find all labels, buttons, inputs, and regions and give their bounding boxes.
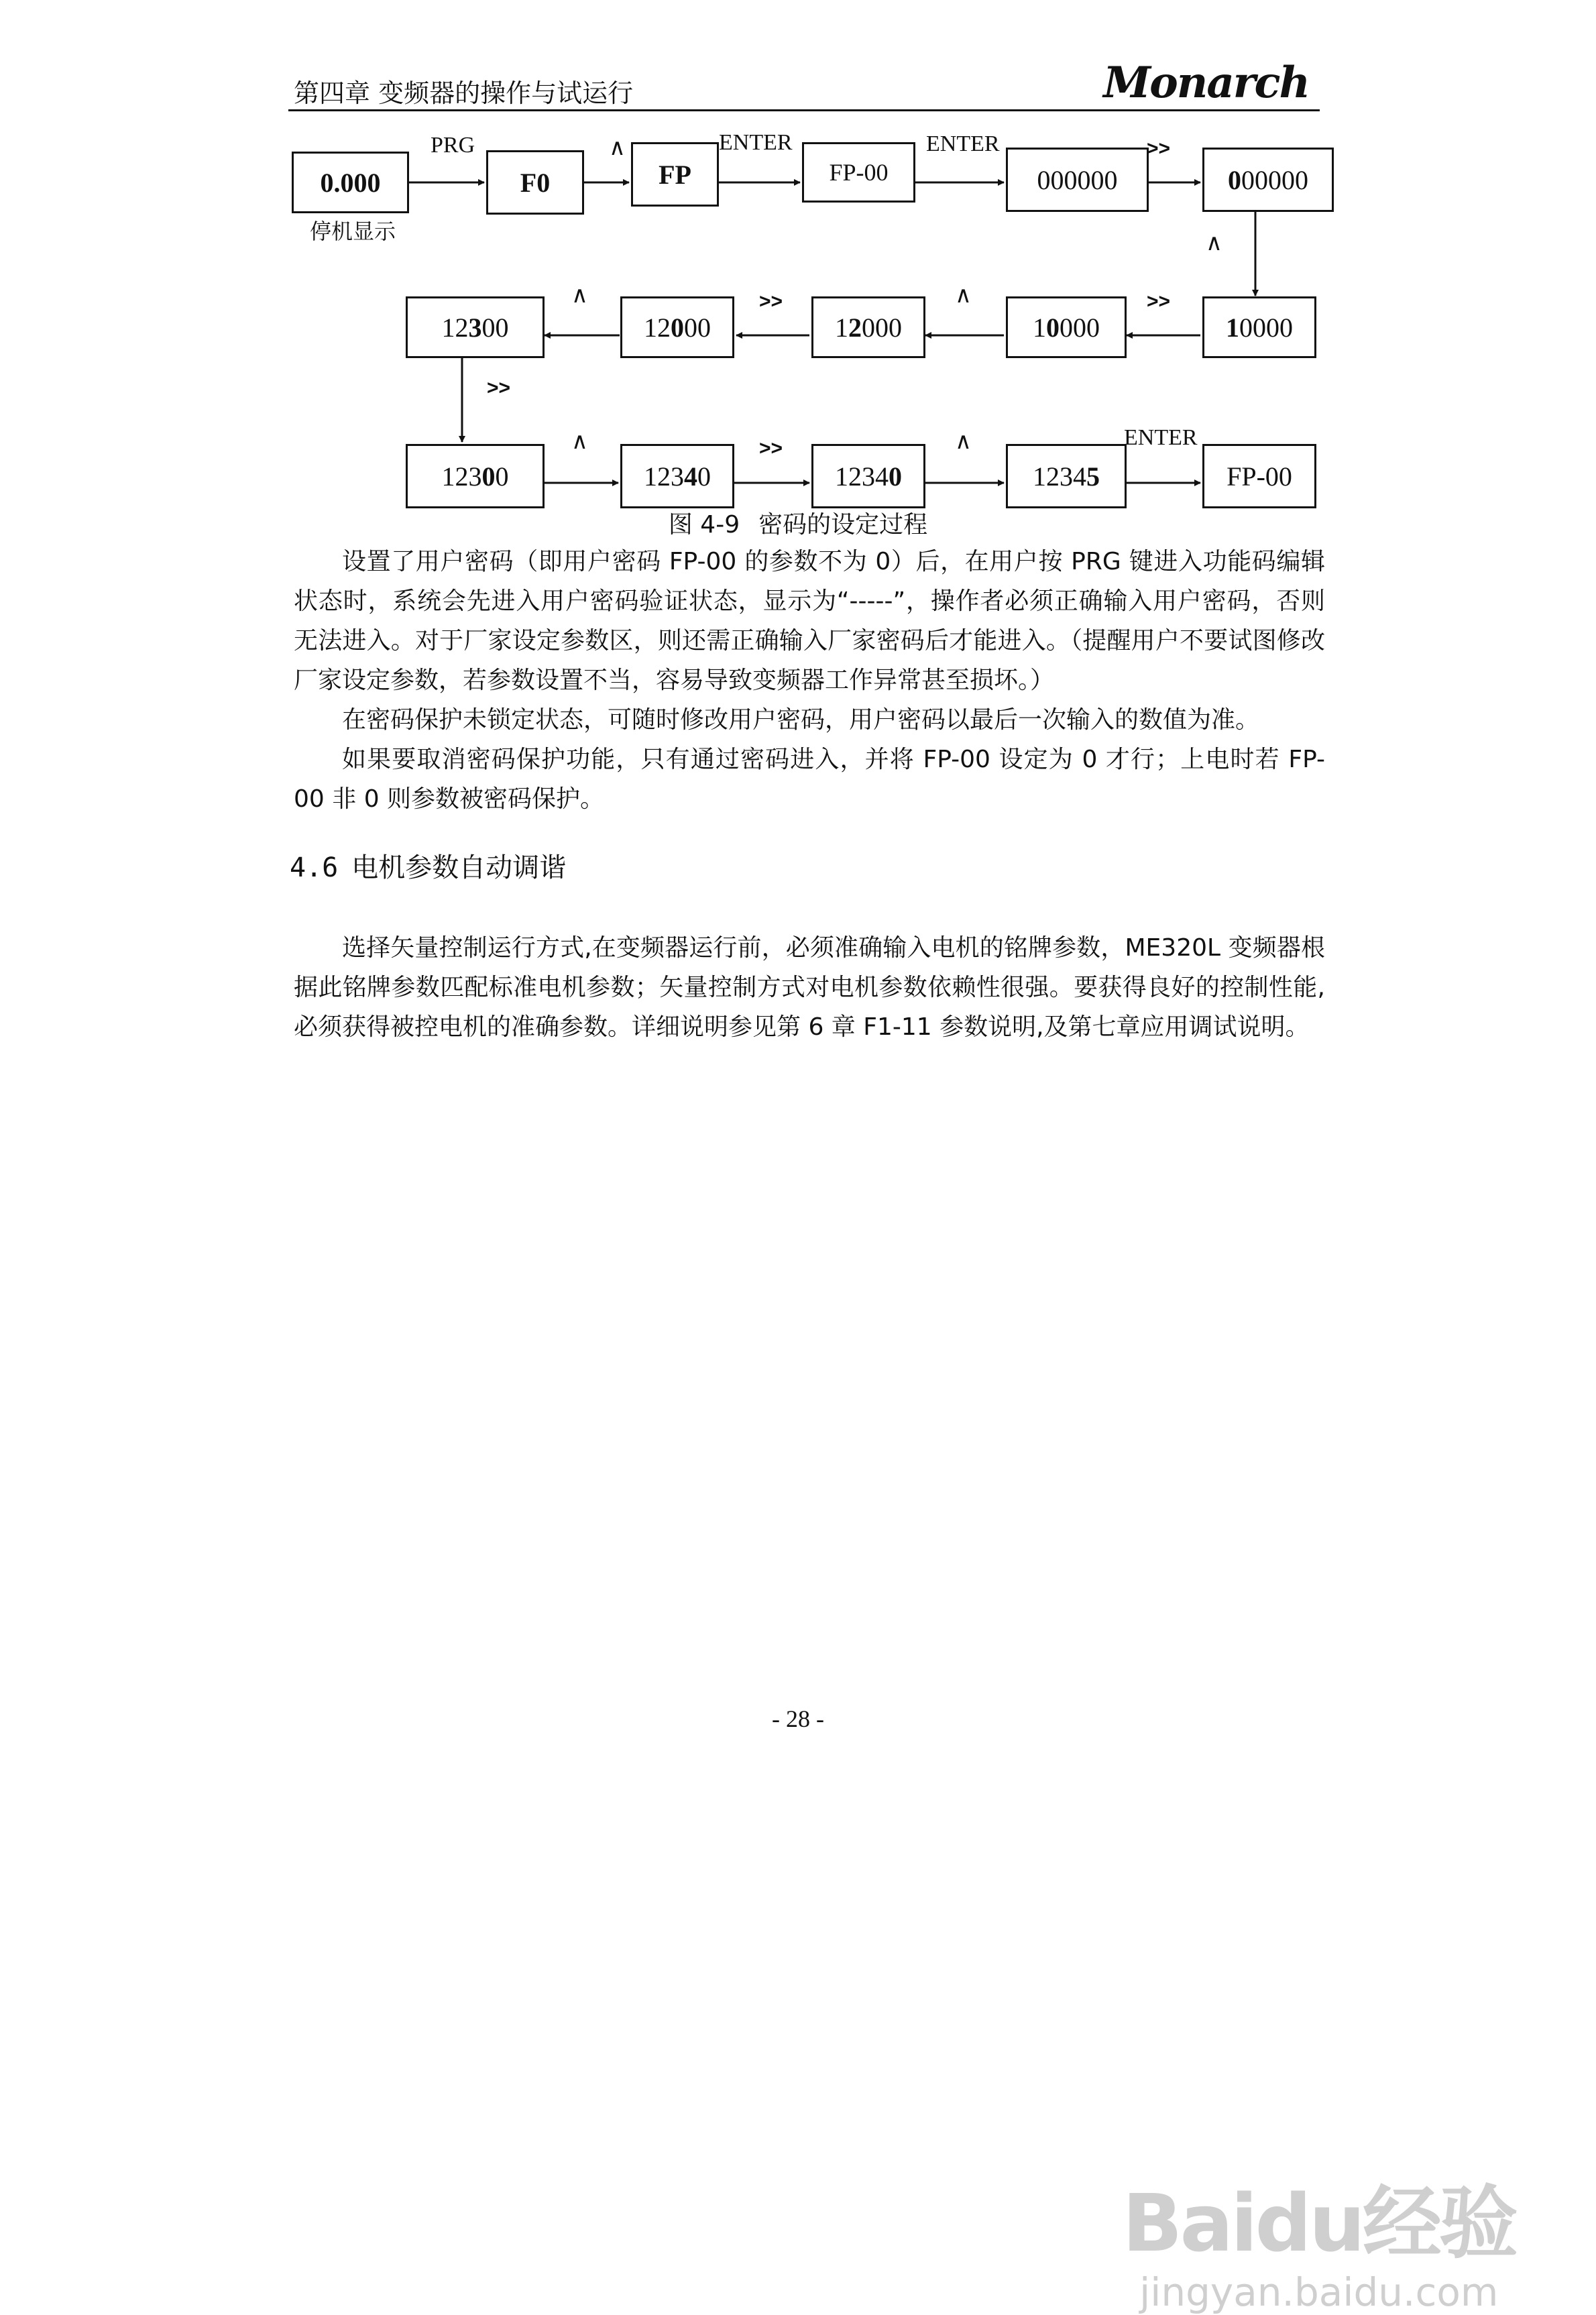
key-label-up: ∧ xyxy=(955,283,972,308)
digits-pre: 1234 xyxy=(1033,461,1086,492)
digits-post: 00 xyxy=(684,312,711,343)
cursor-digit: 5 xyxy=(1086,461,1100,492)
key-label-up: ∧ xyxy=(1206,231,1222,256)
key-label-shift: >> xyxy=(759,437,783,459)
digits-post: 00 xyxy=(481,312,509,343)
key-label-enter: ENTER xyxy=(926,131,1000,156)
figure-number: 图 4-9 xyxy=(668,511,740,539)
cursor-digit: 0 xyxy=(889,461,902,492)
cursor-digit: 2 xyxy=(848,312,862,343)
display-box-fp: FP xyxy=(631,142,719,207)
key-label-shift: >> xyxy=(1147,137,1171,160)
flow-arrows xyxy=(0,0,1596,537)
display-box-12000-a xyxy=(620,296,734,358)
figure-caption xyxy=(0,506,1596,540)
digits-pre: 1 xyxy=(835,312,848,343)
display-box-12345 xyxy=(1006,444,1127,508)
stop-display-label: 停机显示 xyxy=(310,219,396,244)
cursor-digit: 0 xyxy=(1046,312,1060,343)
cursor-digit: 0 xyxy=(671,312,684,343)
display-box-stop: 0.000 xyxy=(292,152,409,213)
digits-post: 000 xyxy=(1060,312,1100,343)
figure-title: 密码的设定过程 xyxy=(758,511,928,539)
remaining-digits: 00000 xyxy=(1241,164,1308,195)
display-box-12340-b xyxy=(811,444,925,508)
paragraph-password-cancel: 如果要取消密码保护功能，只有通过密码进入，并将 FP-00 设定为 0 才行；上电时若 FP-00 非 0 则参数被密码保护。 xyxy=(294,746,1325,813)
key-label-shift: >> xyxy=(487,377,511,399)
digits-post: 0 xyxy=(495,461,509,492)
section-title: 电机参数自动调谐 xyxy=(351,852,567,883)
cursor-digit: 0 xyxy=(1228,164,1241,195)
chapter-title: 第四章 变频器的操作与试运行 xyxy=(294,78,634,108)
digits-pre: 12 xyxy=(644,312,671,343)
digits-pre: 1234 xyxy=(835,461,889,492)
display-box-12340-a xyxy=(620,444,734,508)
section-heading xyxy=(290,846,566,885)
digits-pre: FP-00 xyxy=(1227,461,1292,492)
digits-pre: 12 xyxy=(441,312,469,343)
section-number: 4.6 xyxy=(290,852,339,883)
baidu-watermark xyxy=(1123,2159,1516,2315)
display-box-12300-a xyxy=(406,296,545,358)
display-box-f0: F0 xyxy=(486,150,584,215)
display-box-12000-b xyxy=(811,296,925,358)
key-label-enter: ENTER xyxy=(1124,425,1198,450)
paragraph-auto-tuning: 选择矢量控制运行方式,在变频器运行前，必须准确输入电机的铭牌参数，ME320L 变频器根据此铭牌参数匹配标准电机参数；矢量控制方式对电机参数依赖性很强。要获得良好的控制性能,必须获得被控电机的准确参数。详细说明参见第 6 章 F1-11 参数说明,及第七章应用调试说明。 xyxy=(294,934,1325,1041)
digits-post: 0000 xyxy=(1239,312,1293,343)
display-box-10000-a xyxy=(1006,296,1127,358)
digits-pre: 123 xyxy=(441,461,482,492)
digits-post: 0 xyxy=(697,461,711,492)
display-box-pwd-cursor xyxy=(1202,148,1334,212)
page-number: - 28 - xyxy=(772,1705,824,1732)
monarch-logo: Monarch xyxy=(1103,58,1309,108)
cursor-digit: 3 xyxy=(468,312,482,343)
digits-pre: 123 xyxy=(644,461,684,492)
key-label-shift: >> xyxy=(1147,290,1171,313)
display-box-fp00-final xyxy=(1202,444,1316,508)
key-label-up: ∧ xyxy=(571,283,588,308)
cursor-digit: 1 xyxy=(1226,312,1239,343)
display-box-pwd-empty: 000000 xyxy=(1006,148,1149,212)
key-label-up: ∧ xyxy=(609,135,626,160)
watermark-brand: Baidu经验 xyxy=(1122,2177,1516,2269)
key-label-prg: PRG xyxy=(431,133,475,158)
paragraph-password-verify: 设置了用户密码（即用户密码 FP-00 的参数不为 0）后，在用户按 PRG 键进入功能码编辑状态时，系统会先进入用户密码验证状态，显示为“-----”，操作者必须正确输入用户密码，否则无法进入。对于厂家设定参数区，则还需正确输入厂家密码后才能进入。（提醒用户不要试图修改厂家设定参数，若参数设置不当，容易导致变频器工作异常甚至损坏。） xyxy=(294,548,1325,694)
watermark-url: jingyan.baidu.com xyxy=(1139,2269,1499,2315)
key-label-up: ∧ xyxy=(571,429,588,454)
cursor-digit: 0 xyxy=(481,461,496,492)
key-label-shift: >> xyxy=(759,290,783,313)
display-box-12300-b xyxy=(406,444,545,508)
cursor-digit: 4 xyxy=(684,461,697,492)
key-label-enter: ENTER xyxy=(719,130,793,155)
key-label-up: ∧ xyxy=(955,429,972,454)
display-box-fp00: FP-00 xyxy=(802,142,915,203)
digits-post: 000 xyxy=(862,312,902,343)
digits-pre: 1 xyxy=(1033,312,1046,343)
display-box-10000-b xyxy=(1202,296,1316,358)
paragraph-password-modify: 在密码保护未锁定状态，可随时修改用户密码，用户密码以最后一次输入的数值为准。 xyxy=(342,706,1260,734)
